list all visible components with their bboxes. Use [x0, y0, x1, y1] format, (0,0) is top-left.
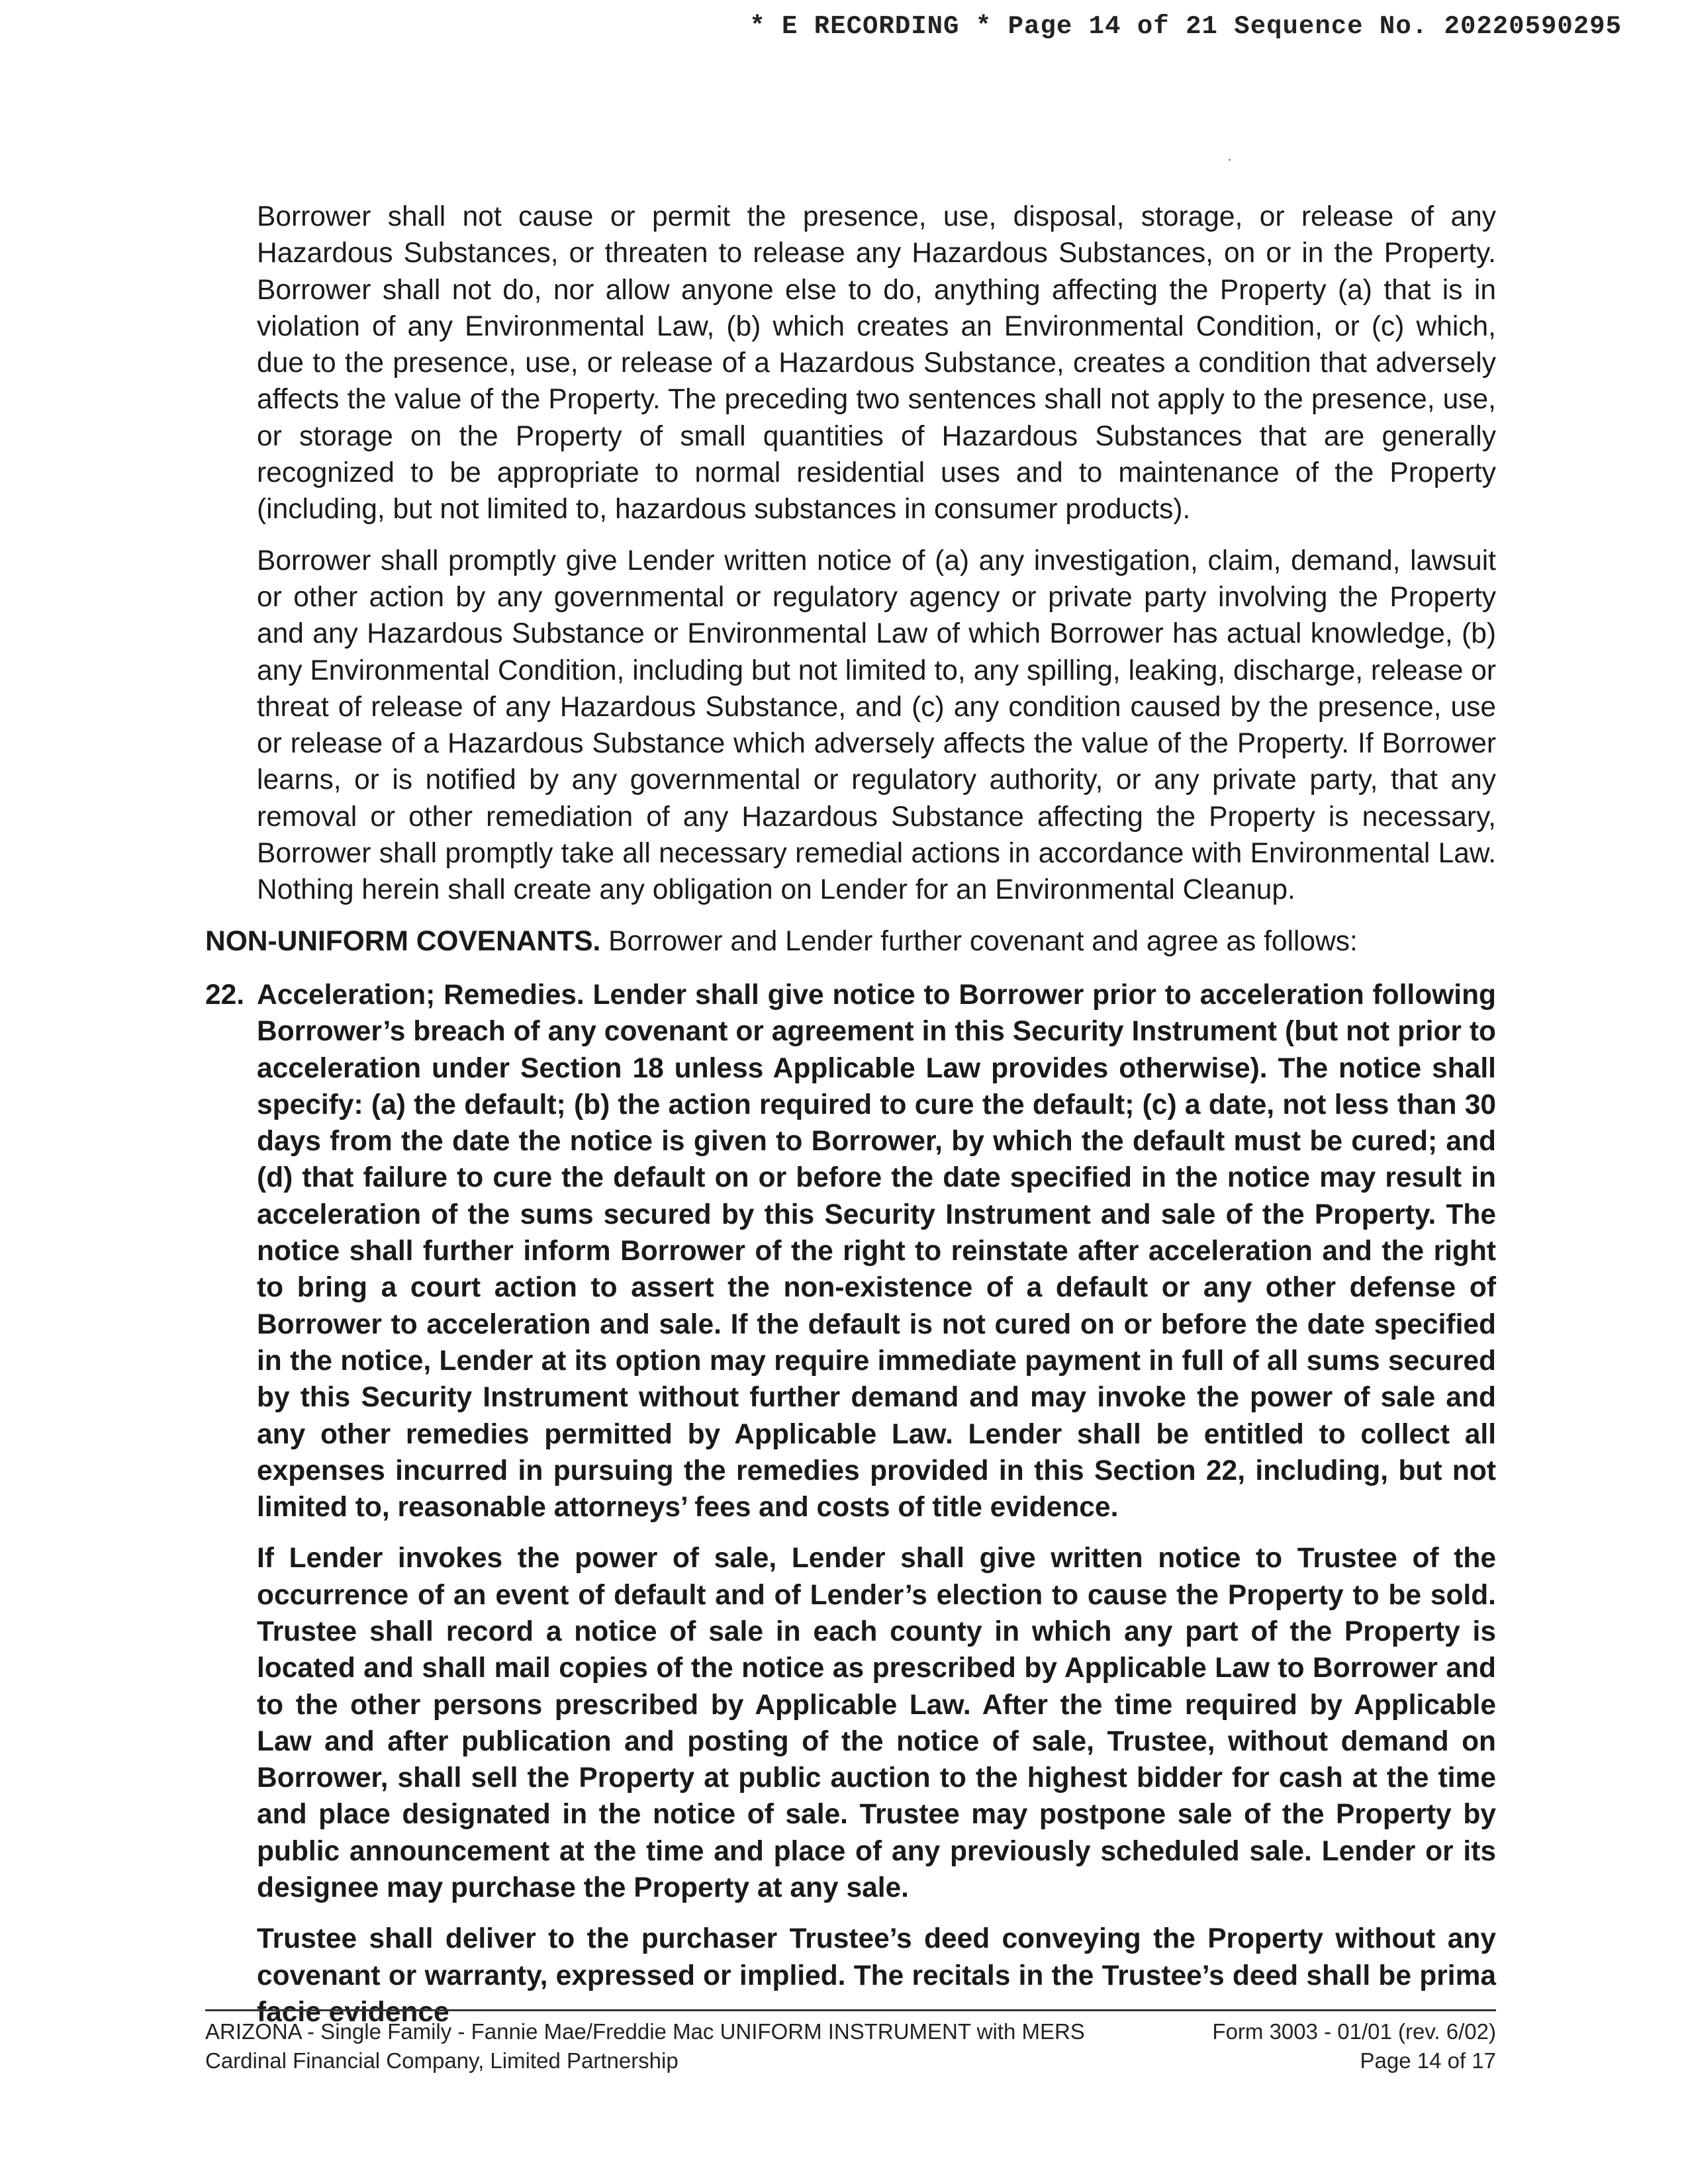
- page-footer: [205, 2017, 1496, 2075]
- form-number: Form 3003 - 01/01 (rev. 6/02): [1212, 2019, 1496, 2044]
- hazardous-substances-paragraph: Borrower shall not cause or permit the presence, use, disposal, storage, or release of any Hazardous Substances, or threaten to release any Hazardous Substances, on or in the Property. Borrower shall not do, nor allow anyone else to do, anything affecting the Property (a) that is in violation of any Environmental Law, (b) which creates an Environmental Condition, or (c) which, due to the presence, use, or release of a Hazardous Substance, creates a condition that adversely affects the value of the Property. The preceding two sentences shall not apply to the presence, use, or storage on the Property of small quantities of Hazardous Substances that are generally recognized to be appropriate to normal residential uses and to maintenance of the Property (including, but not limited to, hazardous substances in consumer products).: [257, 201, 1496, 525]
- non-uniform-covenants: [205, 923, 1496, 960]
- covenants-heading: NON-UNIFORM COVENANTS.: [205, 925, 601, 957]
- power-of-sale-paragraph: If Lender invokes the power of sale, Lender shall give written notice to Trustee of the occurrence of an event of default and of Lender’s election to cause the Property to be sold. Trustee shall record a notice of sale in each county in which any part of the Property is located and shall mail copies of the notice as prescribed by Applicable Law to Borrower and to the other persons prescribed by Applicable Law. After the time required by Applicable Law and after publication and posting of the notice of sale, Trustee, without demand on Borrower, shall sell the Property at public auction to the highest bidder for cash at the time and place designated in the notice of sale. Trustee may postpone sale of the Property by public announcement at the time and place of any previously scheduled sale. Lender or its designee may purchase the Property at any sale.: [257, 1543, 1496, 1904]
- footer-divider: [205, 2009, 1496, 2011]
- page-number: Page 14 of 17: [1360, 2048, 1496, 2073]
- environmental-notice-paragraph: Borrower shall promptly give Lender written notice of (a) any investigation, claim, demand, lawsuit or other action by any governmental or regulatory agency or private party involving the Property and any Hazardous Substance or Environmental Law of which Borrower has actual knowledge, (b) any Environmental Condition, including but not limited to, any spilling, leaking, discharge, release or threat of release of any Hazardous Substance, and (c) any condition caused by the presence, use or release of a Hazardous Substance which adversely affects the value of the Property. If Borrower learns, or is notified by any governmental or regulatory authority, or any private party, that any removal or other remediation of any Hazardous Substance affecting the Property is necessary, Borrower shall promptly take all necessary remedial actions in accordance with Environmental Law. Nothing herein shall create any obligation on Lender for an Environmental Cleanup.: [257, 545, 1496, 906]
- trustee-deed-paragraph: Trustee shall deliver to the purchaser Trustee’s deed conveying the Property without any covenant or warranty, expressed or implied. The recitals in the Trustee’s deed shall be prima facie evidence: [257, 1923, 1496, 2028]
- document-body: [205, 199, 1496, 2045]
- lender-name: Cardinal Financial Company, Limited Partnership: [205, 2048, 679, 2073]
- section-number: 22.: [205, 979, 245, 1011]
- form-title: ARIZONA - Single Family - Fannie Mae/Freddie Mac UNIFORM INSTRUMENT with MERS: [205, 2019, 1085, 2044]
- scan-speck: [1229, 159, 1231, 161]
- section-22-text: Acceleration; Remedies. Lender shall give notice to Borrower prior to acceleration following Borrower’s breach of any covenant or agreement in this Security Instrument (but not prior to acceleration under Section 18 unless Applicable Law provides otherwise). The notice shall specify: (a) the default; (b) the action required to cure the default; (c) a date, not less than 30 days from the date the notice is given to Borrower, by which the default must be cured; and (d) that failure to cure the default on or before the date specified in the notice may result in acceleration of the sums secured by this Security Instrument and sale of the Property. The notice shall further inform Borrower of the right to reinstate after acceleration and the right to bring a court action to assert the non-existence of a default or any other defense of Borrower to acceleration and sale. If the default is not cured on or before the date specified in the notice, Lender at its option may require immediate payment in full of all sums secured by this Security Instrument without further demand and may invoke the power of sale and any other remedies permitted by Applicable Law. Lender shall be entitled to collect all expenses incurred in pursuing the remedies provided in this Section 22, including, but not limited to, reasonable attorneys’ fees and costs of title evidence.: [257, 979, 1496, 1524]
- section-22: [205, 977, 1496, 1525]
- covenants-intro: Borrower and Lender further covenant and agree as follows:: [600, 925, 1358, 957]
- recording-stamp: * E RECORDING * Page 14 of 21 Sequence No. 20220590295: [749, 12, 1622, 41]
